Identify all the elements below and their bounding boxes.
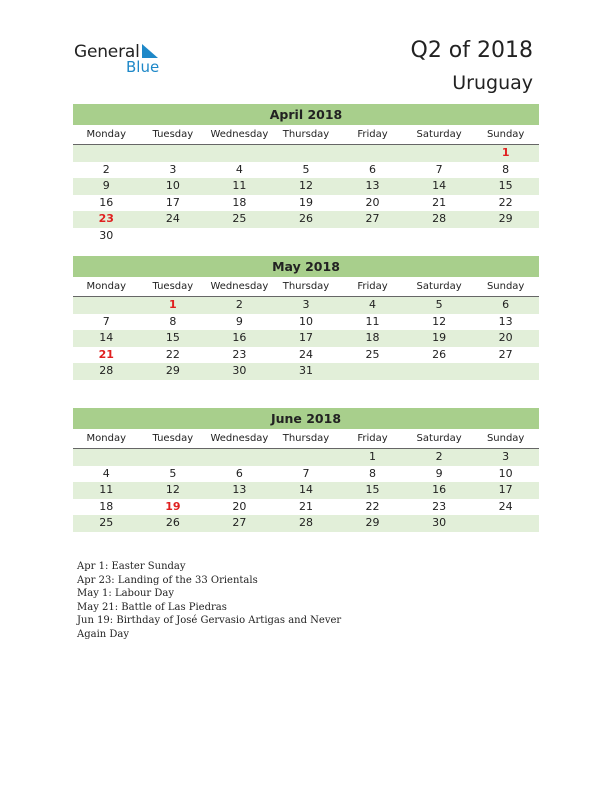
- day-cell: 20: [498, 331, 513, 344]
- day-cell: 22: [498, 195, 513, 209]
- week-row: [73, 211, 539, 228]
- day-cell: 24: [165, 212, 180, 225]
- day-cell: 23: [432, 499, 447, 513]
- weekday-label: Tuesday: [152, 281, 194, 292]
- weekday-label: Wednesday: [210, 281, 269, 292]
- day-cell: 26: [165, 516, 180, 529]
- month-april: [73, 104, 539, 244]
- day-cell: 20: [365, 195, 380, 209]
- weekday-label: Monday: [86, 129, 127, 140]
- day-cell: 13: [232, 483, 247, 496]
- day-cell: 28: [99, 364, 114, 377]
- day-cell: 11: [232, 179, 247, 192]
- day-cell: 10: [298, 314, 313, 328]
- weekday-header-row: [73, 125, 539, 145]
- day-cell: 10: [165, 179, 180, 192]
- day-cell: 2: [235, 298, 243, 311]
- day-cell: 27: [498, 347, 513, 361]
- day-cell: 5: [435, 298, 443, 311]
- day-cell: 14: [432, 179, 447, 192]
- holiday-note: May 21: Battle of Las Piedras: [77, 601, 227, 613]
- weekday-label: Monday: [86, 433, 127, 444]
- logo-blue-text: Blue: [126, 58, 160, 76]
- weekday-label: Thursday: [282, 433, 330, 444]
- day-cell: 17: [165, 195, 180, 209]
- day-cell: [406, 228, 473, 245]
- day-cell: [339, 228, 406, 245]
- logo-triangle-icon: [142, 44, 158, 58]
- month-header: May 2018: [73, 256, 539, 277]
- weekday-label: Sunday: [486, 281, 525, 292]
- holiday-day-cell: 21: [98, 347, 114, 361]
- week-row: [73, 449, 539, 466]
- day-cell: 6: [369, 162, 377, 176]
- holiday-day-cell: 1: [169, 298, 177, 311]
- day-cell: 8: [169, 314, 177, 328]
- day-cell: 3: [502, 450, 510, 463]
- day-cell: 4: [369, 298, 377, 311]
- day-cell: 21: [432, 195, 447, 209]
- day-cell: 19: [298, 195, 313, 209]
- logo: [74, 42, 174, 78]
- day-cell: 1: [369, 450, 377, 463]
- day-cell: 18: [365, 331, 380, 344]
- holiday-day-cell: 19: [165, 499, 181, 513]
- day-cell: [73, 297, 140, 314]
- day-cell: 17: [298, 331, 313, 344]
- day-cell: 26: [298, 212, 313, 225]
- week-row: [73, 347, 539, 364]
- weekday-label: Thursday: [282, 129, 330, 140]
- weekday-label: Wednesday: [210, 433, 269, 444]
- day-cell: 6: [235, 466, 243, 480]
- weekday-header-row: [73, 429, 539, 449]
- day-cell: 2: [435, 450, 443, 463]
- weekday-label: Friday: [357, 129, 388, 140]
- day-cell: 18: [99, 499, 114, 513]
- weekday-label: Friday: [357, 281, 388, 292]
- day-cell: 15: [165, 331, 180, 344]
- day-cell: [206, 449, 273, 466]
- day-cell: [140, 449, 207, 466]
- week-row: [73, 178, 539, 195]
- week-row: [73, 228, 539, 245]
- day-cell: [206, 145, 273, 162]
- day-cell: [273, 145, 340, 162]
- day-cell: 14: [99, 331, 114, 344]
- day-cell: 3: [302, 298, 310, 311]
- weekday-label: Wednesday: [210, 129, 269, 140]
- week-row: [73, 499, 539, 516]
- week-row: [73, 466, 539, 483]
- day-cell: 17: [498, 483, 513, 496]
- day-cell: 2: [102, 162, 110, 176]
- weekday-label: Tuesday: [152, 129, 194, 140]
- weekday-label: Saturday: [416, 433, 462, 444]
- weekday-label: Saturday: [416, 281, 462, 292]
- day-cell: 11: [365, 314, 380, 328]
- holiday-note: May 1: Labour Day: [77, 588, 174, 600]
- day-cell: 18: [232, 195, 247, 209]
- day-cell: 9: [235, 314, 243, 328]
- week-row: [73, 145, 539, 162]
- weekday-label: Sunday: [486, 433, 525, 444]
- day-cell: 19: [432, 331, 447, 344]
- day-cell: 23: [232, 347, 247, 361]
- holiday-note: Apr 1: Easter Sunday: [77, 561, 186, 572]
- day-cell: 30: [99, 228, 114, 242]
- day-cell: 30: [432, 516, 447, 529]
- day-cell: [140, 145, 207, 162]
- day-cell: [472, 228, 539, 245]
- day-cell: 12: [298, 179, 313, 192]
- day-cell: 22: [165, 347, 180, 361]
- day-cell: 29: [365, 516, 380, 529]
- day-cell: 28: [432, 212, 447, 225]
- day-cell: 21: [298, 499, 313, 513]
- day-cell: 25: [99, 516, 114, 529]
- day-cell: 24: [298, 347, 313, 361]
- day-cell: 4: [235, 162, 243, 176]
- day-cell: 9: [435, 466, 443, 480]
- weekday-label: Tuesday: [152, 433, 194, 444]
- day-cell: 16: [432, 483, 447, 496]
- day-cell: [339, 363, 406, 380]
- day-cell: 10: [498, 466, 513, 480]
- day-cell: 5: [302, 162, 310, 176]
- day-cell: 7: [302, 466, 310, 480]
- week-row: [73, 297, 539, 314]
- day-cell: [472, 363, 539, 380]
- weekday-label: Friday: [357, 433, 388, 444]
- day-cell: 30: [232, 364, 247, 377]
- week-row: [73, 482, 539, 499]
- day-cell: 15: [365, 483, 380, 496]
- day-cell: 16: [99, 195, 114, 209]
- page-title: Q2 of 2018: [410, 38, 533, 63]
- day-cell: 8: [369, 466, 377, 480]
- weekday-label: Sunday: [486, 129, 525, 140]
- holiday-note: Jun 19: Birthday of José Gervasio Artigas and Never: [77, 615, 342, 627]
- day-cell: 13: [365, 179, 380, 192]
- month-may: [73, 256, 539, 380]
- day-cell: 3: [169, 162, 177, 176]
- day-cell: 7: [435, 162, 443, 176]
- day-cell: 12: [432, 314, 447, 328]
- day-cell: 12: [165, 483, 180, 496]
- day-cell: 27: [232, 516, 247, 529]
- holiday-day-cell: 1: [501, 146, 510, 159]
- day-cell: [273, 228, 340, 245]
- day-cell: [406, 363, 473, 380]
- week-row: [73, 330, 539, 347]
- day-cell: [472, 515, 539, 532]
- day-cell: [206, 228, 273, 245]
- day-cell: 25: [232, 212, 247, 225]
- weekday-header-row: [73, 277, 539, 297]
- country-name: Uruguay: [452, 72, 533, 94]
- day-cell: 8: [502, 162, 510, 176]
- day-cell: 13: [498, 314, 513, 328]
- day-cell: 29: [498, 212, 513, 225]
- weekday-label: Thursday: [282, 281, 330, 292]
- day-cell: 14: [298, 483, 313, 496]
- day-cell: 26: [432, 347, 447, 361]
- logo-general-text: General: [74, 42, 140, 62]
- day-cell: 24: [498, 499, 513, 513]
- day-cell: [73, 145, 140, 162]
- day-cell: 7: [102, 314, 110, 328]
- day-cell: 15: [498, 179, 513, 192]
- week-row: [73, 363, 539, 380]
- day-cell: 9: [102, 179, 110, 192]
- day-cell: [339, 145, 406, 162]
- week-row: [73, 162, 539, 179]
- day-cell: 5: [169, 466, 177, 480]
- month-header: June 2018: [73, 408, 539, 429]
- day-cell: 29: [165, 364, 180, 377]
- month-june: [73, 408, 539, 532]
- day-cell: 28: [298, 516, 313, 529]
- day-cell: 22: [365, 499, 380, 513]
- day-cell: 4: [102, 466, 110, 480]
- week-row: [73, 515, 539, 532]
- holiday-day-cell: 23: [98, 212, 114, 225]
- day-cell: 20: [232, 499, 247, 513]
- day-cell: 11: [99, 483, 114, 496]
- day-cell: [140, 228, 207, 245]
- month-header: April 2018: [73, 104, 539, 125]
- holiday-note: Again Day: [77, 628, 130, 640]
- day-cell: [273, 449, 340, 466]
- day-cell: 25: [365, 347, 380, 361]
- day-cell: 16: [232, 331, 247, 344]
- week-row: [73, 195, 539, 212]
- day-cell: 6: [502, 298, 510, 311]
- day-cell: [73, 449, 140, 466]
- day-cell: 27: [365, 212, 380, 225]
- holiday-note: Apr 23: Landing of the 33 Orientals: [77, 574, 258, 586]
- weekday-label: Saturday: [416, 129, 462, 140]
- day-cell: 31: [298, 364, 313, 377]
- holiday-notes: [77, 560, 377, 642]
- weekday-label: Monday: [86, 281, 127, 292]
- week-row: [73, 314, 539, 331]
- day-cell: [406, 145, 473, 162]
